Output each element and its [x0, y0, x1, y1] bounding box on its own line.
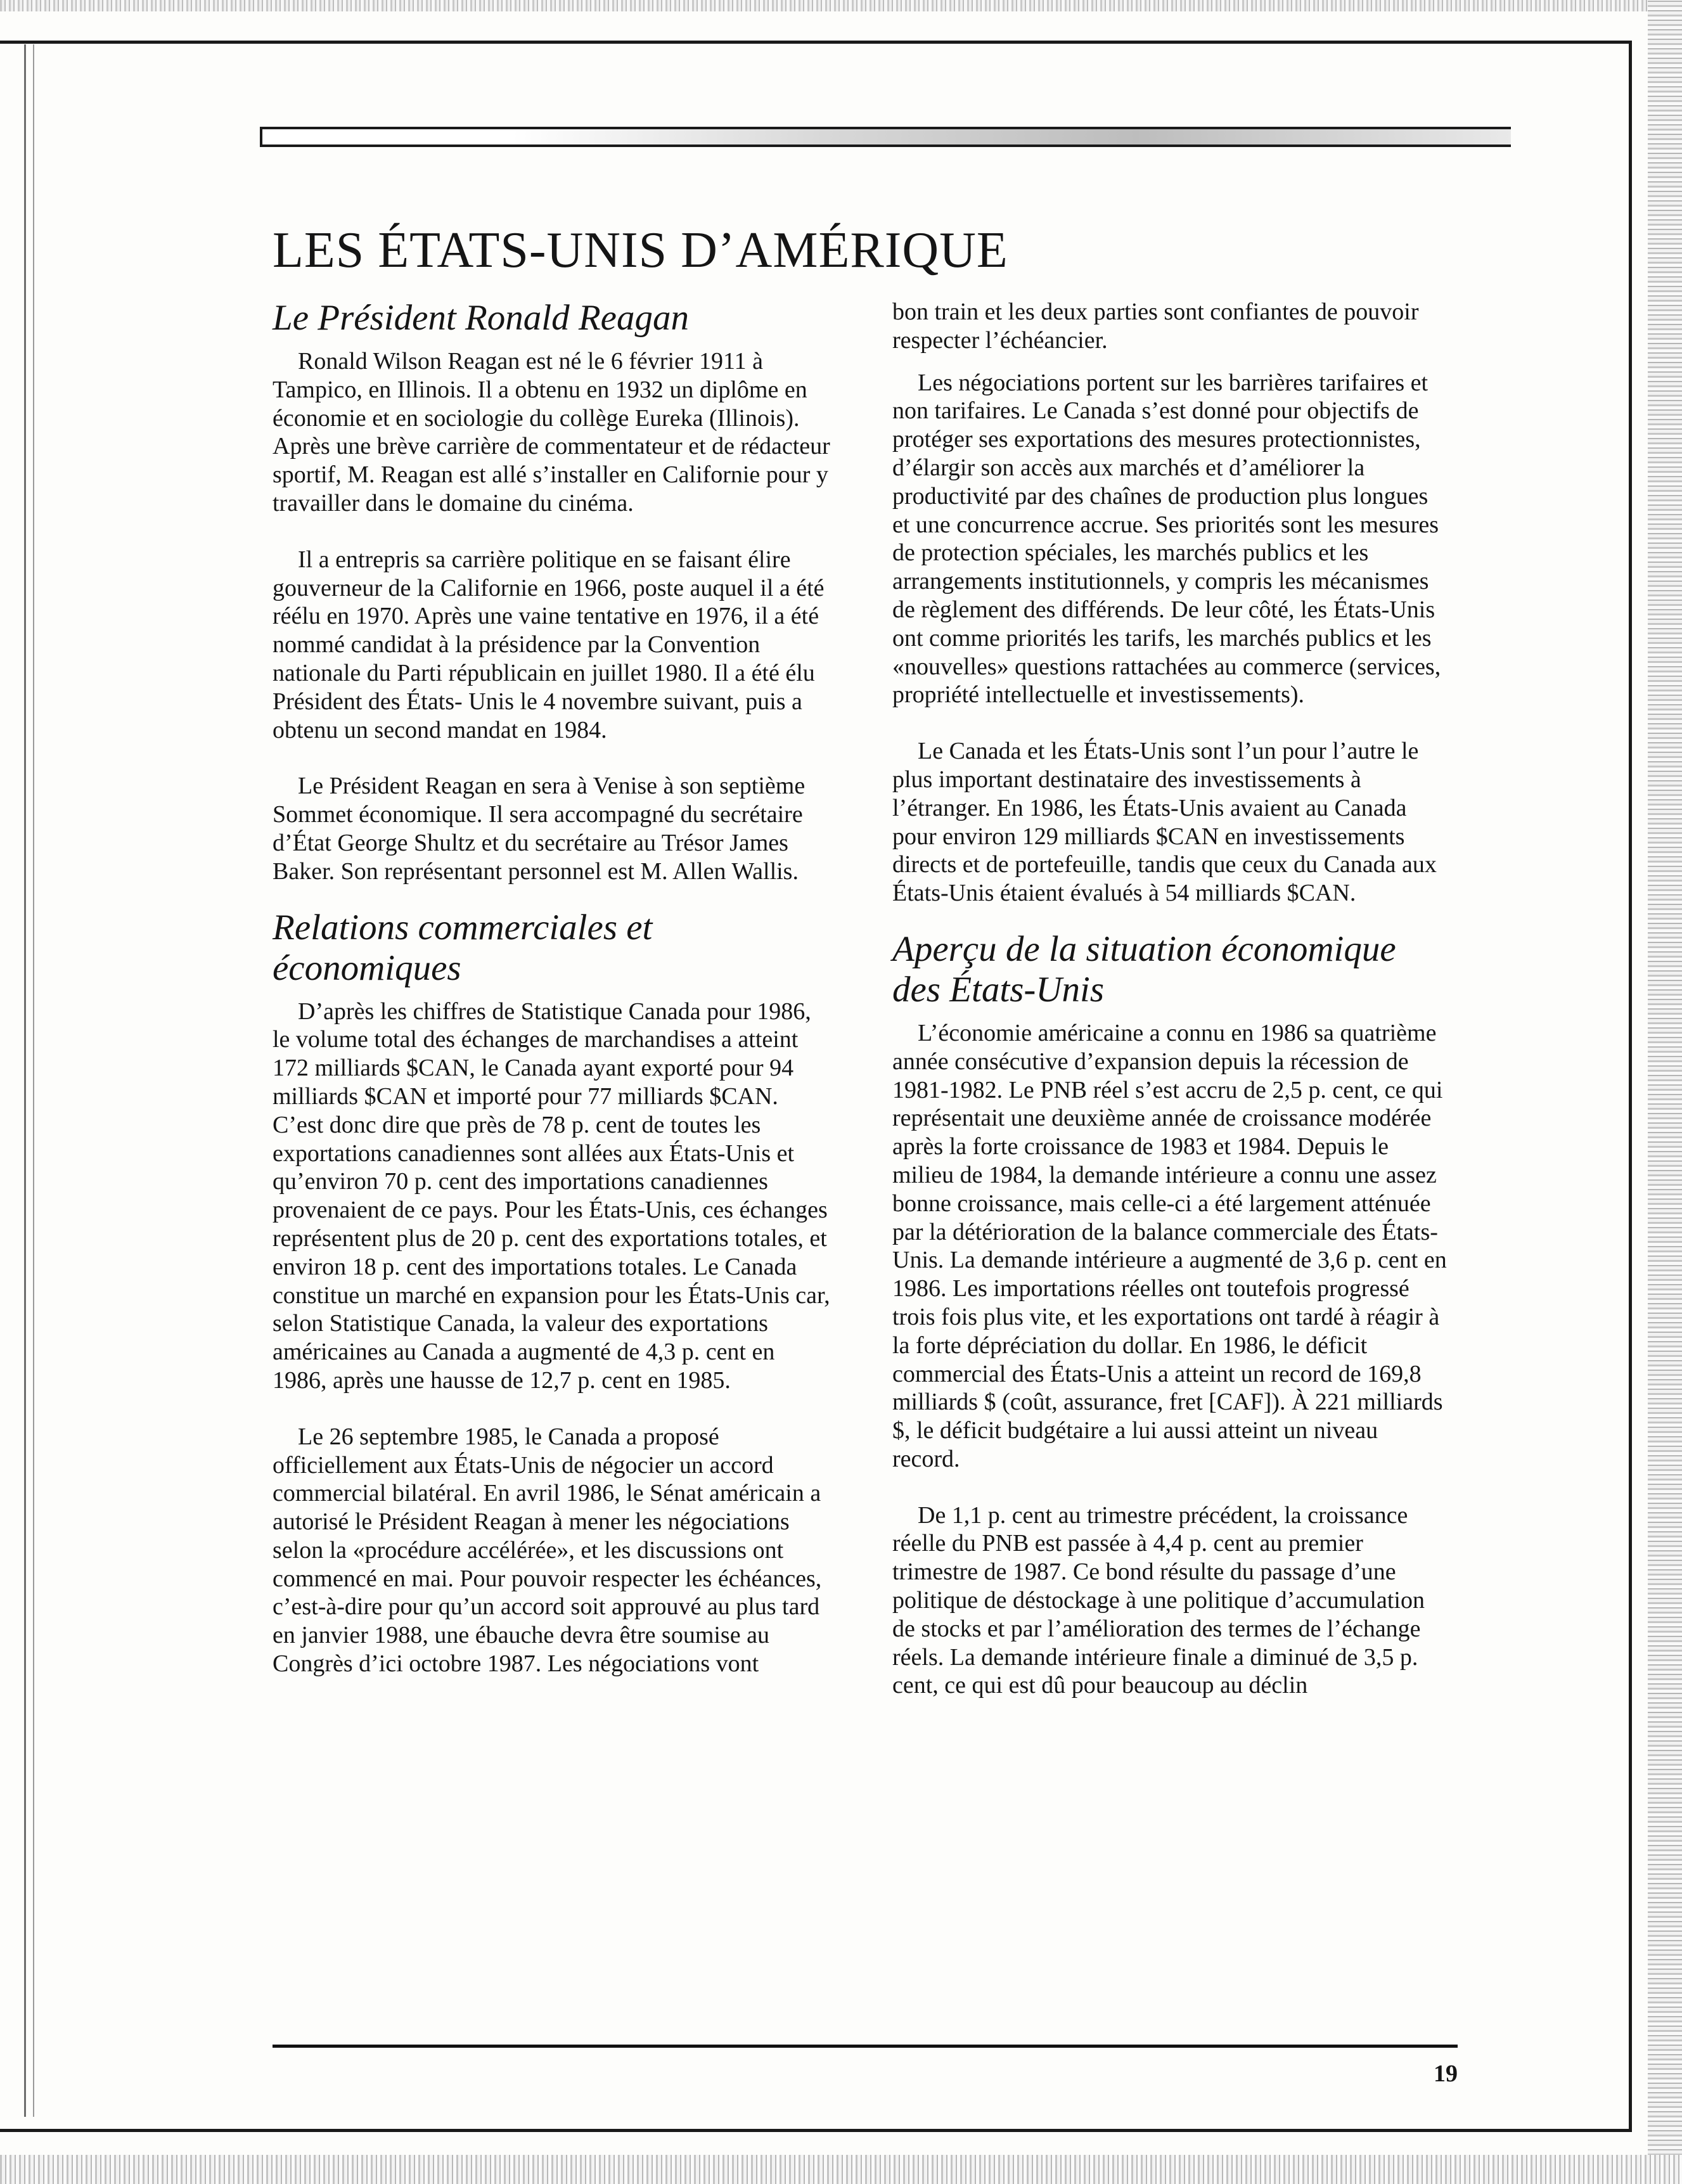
- decorative-header-bar: [260, 127, 1511, 147]
- paragraph: Le Canada et les États-Unis sont l’un pour l’autre le plus important destinataire des investissements à l’étranger. En 1986, les États-Unis avaient au Canada pour environ 129 milliards $CAN en investissements directs et de portefeuille, tandis que ceux du Canada aux États-Unis étaient évalués à 54 milliards $CAN.: [892, 738, 1437, 907]
- scan-edge-bottom: [0, 2155, 1682, 2184]
- page-number: 19: [1434, 2060, 1458, 2087]
- section-heading-reagan: Le Président Ronald Reagan: [273, 298, 689, 338]
- paragraph: Il a entrepris sa carrière politique en se faisant élire gouverneur de la Californie en 1966, poste auquel il a été réélu en 1970. Après une vaine tentative en 1976, il a été nommé candidat à la présidence par la Convention nationale du Parti républicain en juillet 1980. Il a été élu Président des États- Unis le 4 novembre suivant, puis a obtenu un second mandat en 1984.: [273, 546, 825, 743]
- section-heading-relations: Relations commerciales et économiques: [273, 907, 653, 988]
- page-title: LES ÉTATS-UNIS D’AMÉRIQUE: [273, 222, 1008, 278]
- scan-edge-right: [1648, 0, 1682, 2184]
- scan-edge-top: [0, 0, 1682, 11]
- paragraph-continuation: bon train et les deux parties sont confiantes de pouvoir respecter l’échéancier.: [892, 299, 1419, 354]
- right-column: [892, 298, 1450, 1700]
- paragraph: L’économie américaine a connu en 1986 sa quatrième année consécutive d’expansion depuis la récession de 1981-1982. Le PNB réel s’est accru de 2,5 p. cent, ce qui représentait une deuxième année de croissance modérée après la forte croissance de 1983 et 1984. Depuis le milieu de 1984, la demande intérieure a connu une assez bonne croissance, mais celle-ci a été largement atténuée par la détérioration de la balance commerciale des États-Unis. La demande intérieure a augmenté de 3,6 p. cent en 1986. Les importations réelles ont toutefois progressé trois fois plus vite, et les exportations ont tardé à réagir à la forte dépréciation du dollar. En 1986, le déficit commercial des États-Unis a atteint un record de 169,8 milliards $ (coût, assurance, fret [CAF]). À 221 milliards $, le déficit budgétaire a lui aussi atteint un niveau record.: [892, 1019, 1447, 1472]
- paragraph: De 1,1 p. cent au trimestre précédent, la croissance réelle du PNB est passée à 4,4 p. cent au premier trimestre de 1987. Ce bond résulte du passage d’une politique de déstockage à une politique d’accumulation de stocks et par l’amélioration des termes de l’échange réels. La demande intérieure finale a diminué de 3,5 p. cent, ce qui est dû pour beaucoup au déclin: [892, 1501, 1425, 1699]
- paragraph: Le 26 septembre 1985, le Canada a proposé officiellement aux États-Unis de négocier un accord commercial bilatéral. En avril 1986, le Sénat américain a autorisé le Président Reagan à mener les négociations selon la «procédure accélérée», et les discussions ont commencé en mai. Pour pouvoir respecter les échéances, c’est-à-dire pour qu’un accord soit approuvé au plus tard en janvier 1988, une ébauche devra être soumise au Congrès d’ici octobre 1987. Les négociations vont: [273, 1423, 822, 1678]
- paragraph: Ronald Wilson Reagan est né le 6 février 1911 à Tampico, en Illinois. Il a obtenu en 1932 un diplôme en économie et en sociologie du collège Eureka (Illinois). Après une brève carrière de commentateur et de rédacteur sportif, M. Reagan est allé s’installer en Californie pour y travailler dans le domaine du cinéma.: [273, 348, 830, 517]
- left-column: [273, 298, 830, 1678]
- footer-rule: [273, 2045, 1458, 2048]
- paragraph: Les négociations portent sur les barrières tarifaires et non tarifaires. Le Canada s’est donné pour objectifs de protéger ses exportations des mesures protectionnistes, d’élargir son accès aux marchés et d’améliorer la productivité par des chaînes de production plus longues et une concurrence accrue. Ses priorités sont les mesures de protection spéciales, les marchés publics et les arrangements institutionnels, y compris les mécanismes de règlement des différends. De leur côté, les États-Unis ont comme priorités les tarifs, les marchés publics et les «nouvelles» questions rattachées au commerce (services, propriété intellectuelle et investissements).: [892, 369, 1441, 709]
- page-frame-left-line-inner: [33, 44, 34, 2117]
- paragraph: Le Président Reagan en sera à Venise à son septième Sommet économique. Il sera accompagné du secrétaire d’État George Shultz et du secrétaire au Trésor James Baker. Son représentant personnel est M. Allen Wallis.: [273, 773, 806, 885]
- page-frame-left-line: [24, 44, 26, 2117]
- section-heading-apercu: Aperçu de la situation économique des États-Unis: [892, 928, 1396, 1010]
- paragraph: D’après les chiffres de Statistique Canada pour 1986, le volume total des échanges de marchandises a atteint 172 milliards $CAN, le Canada ayant exporté pour 94 milliards $CAN et importé pour 77 milliards $CAN. C’est donc dire que près de 78 p. cent de toutes les exportations canadiennes sont allées aux États-Unis et qu’environ 70 p. cent des importations canadiennes provenaient de ce pays. Pour les États-Unis, ces échanges représentent plus de 20 p. cent des exportations totales, et environ 18 p. cent des importations totales. Le Canada constitue un marché en expansion pour les États-Unis car, selon Statistique Canada, la valeur des exportations américaines au Canada a augmenté de 4,3 p. cent en 1986, après une hausse de 12,7 p. cent en 1985.: [273, 998, 830, 1394]
